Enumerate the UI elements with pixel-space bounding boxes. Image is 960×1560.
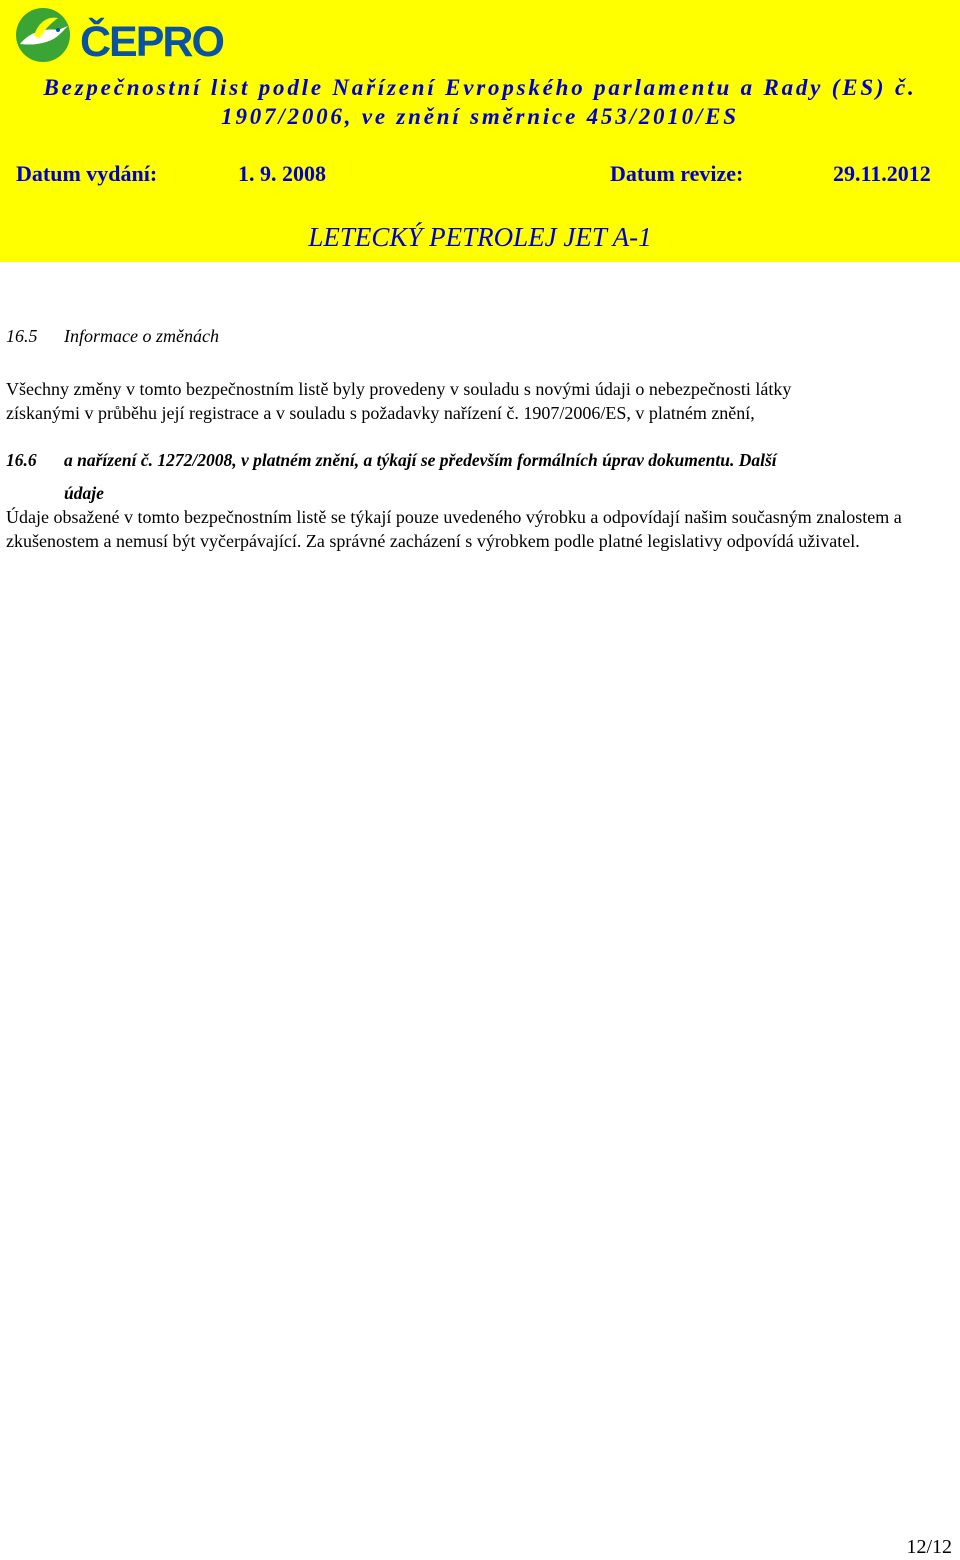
page-number: 12/12 xyxy=(906,1536,952,1558)
section-number: 16.5 xyxy=(6,326,38,346)
section-16-5-text xyxy=(6,377,956,425)
revision-date-label: Datum revize: xyxy=(610,161,744,186)
hummingbird-logo-icon xyxy=(14,6,74,66)
regulation-title-line2: 1907/2006, ve znění směrnice 453/2010/ES xyxy=(221,104,739,129)
section-title: Informace o změnách xyxy=(64,326,219,346)
section-number: 16.6 xyxy=(6,450,37,470)
logo-wordmark: ČEPRO xyxy=(80,18,223,66)
section-16-6-text: Údaje obsažené v tomto bezpečnostním listě se týkají pouze uvedeného výrobku a odpovídají našim současným znalostem a zkušenostem a nemusí být vyčerpávající. Za správné zacházení s výrobkem podle platné legislativy odpovídá uživatel. xyxy=(6,507,902,551)
section-16-6-title-continuation: údaje xyxy=(64,483,104,503)
revision-date-value: 29.11.2012 xyxy=(833,161,931,186)
paragraph-line: Všechny změny v tomto bezpečnostním listě byly provedeny v souladu s novými údaji o nebezpečnosti látky xyxy=(6,379,792,399)
document-header xyxy=(0,0,960,262)
product-name: LETECKÝ PETROLEJ JET A-1 xyxy=(308,222,652,252)
section-title: a nařízení č. 1272/2008, v platném znění, a týkají se především formálních úprav dokumentu. Další xyxy=(64,450,777,470)
cepro-logo xyxy=(14,6,223,66)
issue-date-label: Datum vydání: xyxy=(16,161,158,186)
issue-date-value: 1. 9. 2008 xyxy=(238,161,326,186)
paragraph-line: získanými v průběhu její registrace a v souladu s požadavky nařízení č. 1907/2006/ES, v platném znění, xyxy=(6,403,755,423)
regulation-title-line1: Bezpečnostní list podle Nařízení Evropského parlamentu a Rady (ES) č. xyxy=(43,75,917,100)
